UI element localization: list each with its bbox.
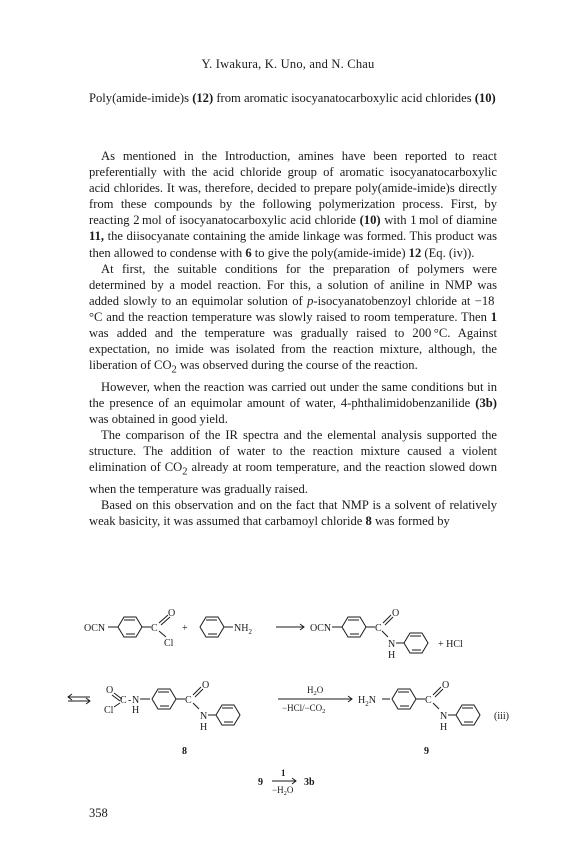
nitrogen-label: N: [388, 639, 396, 650]
benzene-ring: [456, 705, 480, 725]
italic-run: p: [307, 293, 314, 308]
benzene-ring: [200, 617, 224, 637]
amine-label: $NH_2$: [234, 623, 252, 636]
oxygen-label: O: [392, 608, 400, 619]
compound-ref: (3b): [475, 395, 497, 410]
paragraph-3: [89, 379, 497, 427]
reagent-elimination: $-HCl/-CO_2$: [282, 703, 326, 715]
benzene-ring: [392, 689, 416, 709]
oxygen-label: O: [442, 680, 450, 691]
hydrogen-label: H: [132, 705, 140, 716]
text-run: was observed during the course of the reaction.: [176, 358, 418, 373]
paragraph-1: [89, 148, 497, 261]
page-number: 358: [89, 806, 108, 820]
text-run: to give the poly(amide-imide): [251, 245, 409, 260]
compound-ref: 12: [408, 245, 422, 260]
carbon-label: C: [425, 695, 432, 706]
benzene-ring: [118, 617, 142, 637]
reagent-water-loss: $-H_2O$: [272, 785, 294, 795]
compound-ref: 6: [245, 245, 252, 260]
reagent-1: 1: [281, 768, 286, 778]
text-run: was added and the temperature was gradually raised to 200 °C. Against expectation, no imide was isolated from the reaction mixture, although, the liberation of CO: [89, 326, 497, 373]
text-run: the diisocyanate containing the amide linkage was formed. This product was then allowed to condense with: [89, 229, 497, 260]
text-run: Based on this observation and on the fact that NMP is a solvent of relatively weak basicity, it was assumed that carbamoyl chloride: [89, 498, 497, 529]
nitrogen-label: N: [200, 711, 208, 722]
ocn-label: OCN: [310, 623, 332, 634]
nitrogen-label: -: [128, 695, 132, 706]
compound-label-9: 9: [424, 746, 429, 757]
compound-ref: 1: [490, 309, 497, 324]
benzene-ring: [404, 633, 428, 653]
text-run: with 1 mol of diamine: [380, 213, 498, 228]
section-title: [89, 90, 497, 106]
hydrogen-label: H: [440, 722, 448, 733]
amine-label: $H_2N$: [358, 695, 376, 708]
section-title-text: from aromatic isocyanatocarboxylic acid chlorides: [213, 91, 475, 105]
compound-ref: (10): [359, 213, 381, 228]
reaction-scheme: [60, 595, 530, 795]
text-run: -isocyanatobenzoyl chloride at −18 °C and the reaction temperature was slowly raised to room temperature. Then: [89, 293, 497, 324]
text-run: As mentioned in the Introduction, amines have been reported to react preferentially with the acid chloride group of aromatic isocyanatocarboxylic acid chlorides. It was, therefore, decided to prepare poly(amide-imide)s directly from these compounds by the following polymerization process. First, by reacting 2 mol of isocyanatocarboxylic acid chloride: [89, 149, 497, 228]
text-run: The comparison of the IR spectra and the elemental analysis supported the structure. The addition of water to the reaction mixture caused a violent elimination of CO: [89, 428, 497, 475]
text-run: was formed by: [371, 514, 450, 529]
benzene-ring: [216, 705, 240, 725]
compound-label-3b: 3b: [304, 777, 315, 788]
benzene-ring: [152, 689, 176, 709]
compound-ref: (10): [474, 91, 496, 105]
oxygen-label: O: [202, 680, 210, 691]
hcl-label: + HCl: [438, 639, 463, 650]
compound-ref: 11,: [89, 229, 105, 244]
subscript: 2: [182, 466, 188, 478]
benzene-ring: [342, 617, 366, 637]
text-run: (Eq. (iv)).: [421, 245, 475, 260]
carbon-label: C: [375, 623, 382, 634]
text-run: was obtained in good yield.: [89, 412, 228, 427]
running-head: Y. Iwakura, K. Uno, and N. Chau: [201, 57, 375, 71]
reagent-water: $H_2O$: [307, 685, 324, 697]
section-title-text: Poly(amide-imide)s: [89, 91, 193, 105]
oxygen-label: O: [168, 608, 176, 619]
ocn-label: OCN: [84, 623, 106, 634]
compound-label-8: 8: [182, 746, 187, 757]
plus-sign: +: [182, 623, 188, 634]
compound-label-9: 9: [258, 777, 263, 788]
compound-ref: (12): [192, 91, 214, 105]
body-text: [89, 148, 497, 529]
carbon-label: C: [151, 623, 158, 634]
chlorine-label: Cl: [164, 638, 174, 649]
equation-label: (iii): [494, 711, 509, 722]
carbon-label: C: [120, 695, 127, 706]
nitrogen-label: N: [440, 711, 448, 722]
carbon-label: C: [185, 695, 192, 706]
paragraph-2: [89, 261, 497, 379]
chlorine-label: Cl: [104, 705, 114, 716]
nitrogen-label: N: [132, 695, 140, 706]
text-run: already at room temperature, and the reaction slowed down when the temperature was gradually raised.: [89, 460, 497, 496]
paragraph-4: [89, 427, 497, 497]
hydrogen-label: H: [200, 722, 208, 733]
paragraph-5: [89, 497, 497, 529]
text-run: At first, the suitable conditions for the preparation of polymers were determined by a model reaction. For this, a solution of aniline in NMP was added slowly to an equimolar solution of: [89, 261, 497, 308]
hydrogen-label: H: [388, 650, 396, 661]
text-run: However, when the reaction was carried out under the same conditions but in the presence of an equimolar amount of water, 4-phthalimidobenzanilide: [89, 379, 497, 410]
compound-ref: 8: [365, 514, 372, 529]
oxygen-label: O: [106, 685, 114, 696]
subscript: 2: [171, 364, 177, 376]
